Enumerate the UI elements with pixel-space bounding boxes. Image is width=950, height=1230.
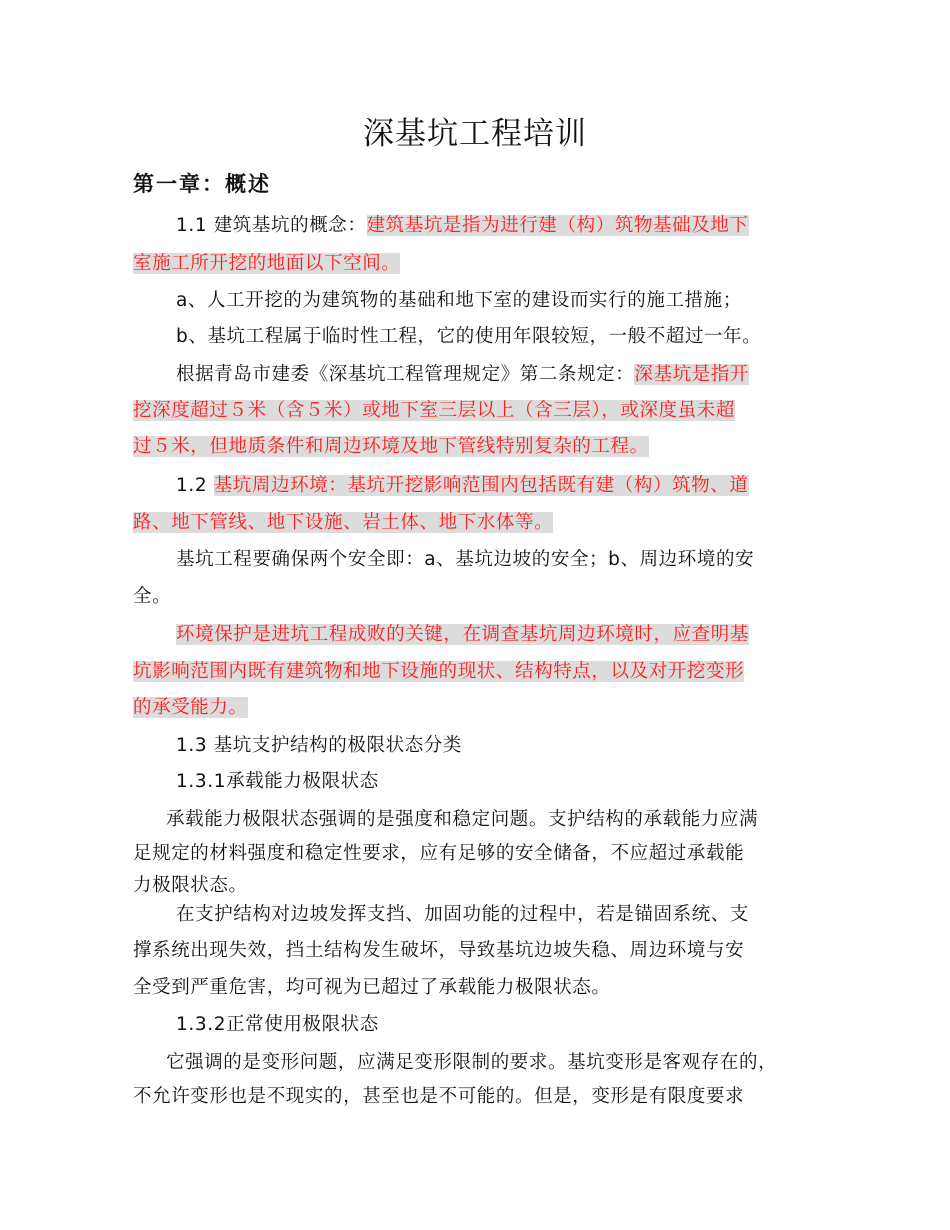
qingdao-line-2 <box>133 397 843 425</box>
highlighted-text: 过５米，但地质条件和周边环境及地下管线特别复杂的工程。 <box>133 436 649 457</box>
highlighted-text: 室施工所开挖的地面以下空间。 <box>133 253 401 274</box>
highlighted-text: 的承受能力。 <box>133 697 248 718</box>
highlighted-text: 深基坑是指开 <box>634 364 750 385</box>
qingdao-line-1 <box>176 361 886 389</box>
qingdao-prefix: 根据青岛市建委《深基坑工程管理规定》第二条规定： <box>176 364 635 385</box>
section-1-1-line-2 <box>133 250 843 278</box>
deformation-line-2: 不允许变形也是不现实的，甚至也是不可能的。但是，变形是有限度要求 <box>133 1086 745 1107</box>
section-1-2-line-2 <box>133 509 843 537</box>
highlighted-text: 路、地下管线、地下设施、岩土体、地下水体等。 <box>133 512 554 533</box>
paragraph-a: a、人工开挖的为建筑物的基础和地下室的建设而实行的施工措施； <box>176 290 742 311</box>
capacity-line-1: 承载能力极限状态强调的是强度和稳定问题。支护结构的承载能力应满 <box>166 809 759 830</box>
paragraph-b: b、基坑工程属于临时性工程，它的使用年限较短，一般不超过一年。 <box>176 326 762 347</box>
safety-line-1: 基坑工程要确保两个安全即：a、基坑边坡的安全；b、周边环境的安 <box>176 549 755 570</box>
deformation-line-1: 它强调的是变形问题，应满足变形限制的要求。基坑变形是客观存在的， <box>166 1052 778 1073</box>
capacity-line-3: 力极限状态。 <box>133 875 248 896</box>
env-line-3 <box>133 694 843 722</box>
section-1-1-label: 1.1 建筑基坑的概念： <box>176 215 367 236</box>
section-1-3-heading: 1.3 基坑支护结构的极限状态分类 <box>176 735 463 756</box>
qingdao-line-3 <box>133 433 843 461</box>
highlighted-text: 挖深度超过５米（含５米）或地下室三层以上（含三层），或深度虽未超 <box>133 400 735 421</box>
page-title: 深基坑工程培训 <box>363 116 587 152</box>
capacity-line-2: 足规定的材料强度和稳定性要求，应有足够的安全储备，不应超过承载能 <box>133 843 745 864</box>
section-1-2-label: 1.2 <box>176 475 214 496</box>
highlighted-text: 坑影响范围内既有建筑物和地下设施的现状、结构特点，以及对开挖变形 <box>133 661 745 682</box>
highlighted-text: 基坑周边环境：基坑开挖影响范围内包括既有建（构）筑物、道 <box>213 475 749 496</box>
env-line-1 <box>176 621 886 649</box>
safety-line-2: 全。 <box>133 586 172 607</box>
section-1-1-line-1 <box>176 212 886 240</box>
section-1-3-2-heading: 1.3.2正常使用极限状态 <box>176 1014 379 1035</box>
failure-line-3: 全受到严重危害，均可视为已超过了承载能力极限状态。 <box>133 977 611 998</box>
chapter-heading: 第一章：概述 <box>133 171 271 196</box>
highlighted-text: 建筑基坑是指为进行建（构）筑物基础及地下 <box>366 215 749 236</box>
section-1-3-1-heading: 1.3.1承载能力极限状态 <box>176 771 379 792</box>
highlighted-text: 环境保护是进坑工程成败的关键，在调查基坑周边环境时，应查明基 <box>176 624 750 645</box>
env-line-2 <box>133 658 843 686</box>
failure-line-1: 在支护结构对边坡发挥支挡、加固功能的过程中，若是锚固系统、支 <box>176 904 750 925</box>
section-1-2-line-1 <box>176 472 886 500</box>
failure-line-2: 撑系统出现失效，挡土结构发生破坏，导致基坑边坡失稳、周边环境与安 <box>133 940 745 961</box>
